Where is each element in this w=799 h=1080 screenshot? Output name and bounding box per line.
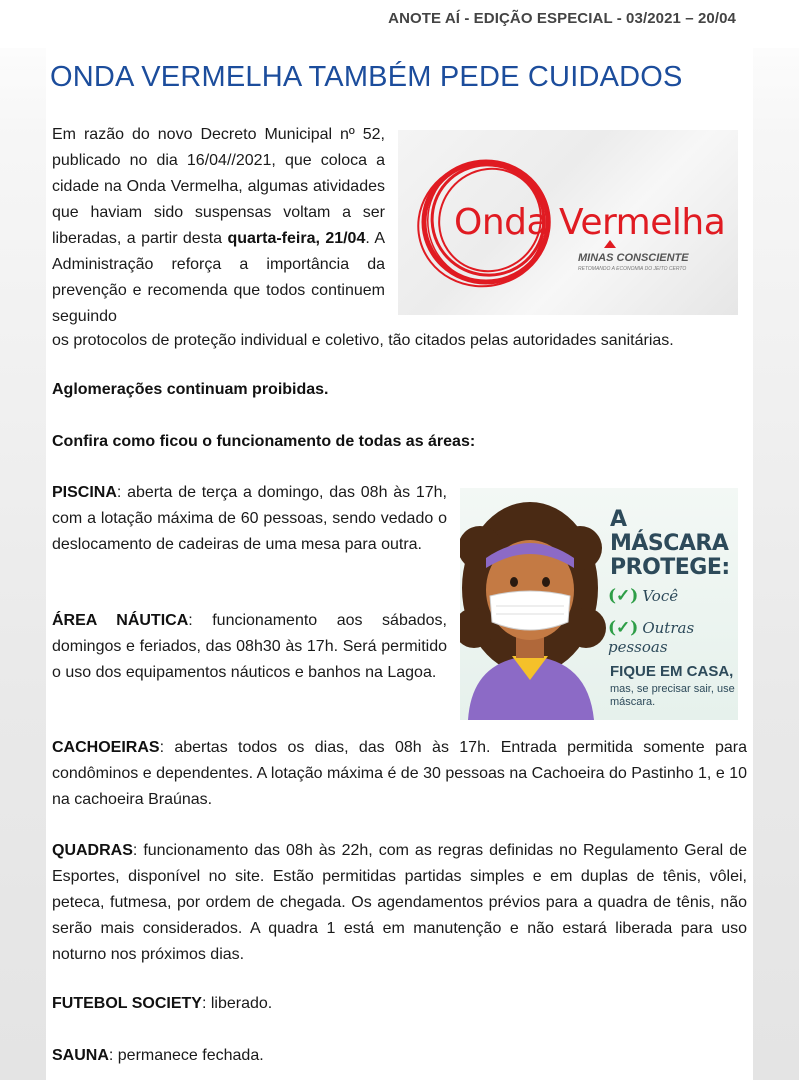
check-voce (608, 586, 678, 606)
area-text: : funcionamento aos sábados, domingos e feriados, das 08h30 às 17h. Será permitido o uso dos equipamentos náuticos e banhos na Lagoa. (52, 612, 447, 681)
page-title: ONDA VERMELHA TAMBÉM PEDE CUIDADOS (50, 61, 683, 93)
intro-paragraph-tail: os protocolos de proteção individual e coletivo, tão citados pelas autoridades sanitárias. (52, 332, 674, 349)
area-quadras (52, 838, 747, 968)
area-nautica (52, 608, 447, 686)
area-futebol-society (52, 991, 747, 1017)
check-voce-label: Você (642, 587, 679, 605)
intro-text-2: . A Administração reforça a importância da prevenção e recomenda que todos continuem seguindo (52, 230, 385, 325)
area-name: ÁREA NÁUTICA (52, 612, 189, 629)
onda-vermelha-wordmark: Onda Vermelha (454, 202, 726, 243)
area-piscina (52, 480, 447, 558)
header-bar (0, 0, 799, 48)
minas-consciente-logo: MINAS CONSCIENTE (578, 252, 689, 264)
check-icon: (✓) (608, 586, 639, 606)
fique-em-casa: FIQUE EM CASA, (610, 663, 734, 680)
area-name: PISCINA (52, 484, 117, 501)
intro-text-1: Em razão do novo Decreto Municipal nº 52, publicado no dia 16/04//2021, que coloca a cidade na Onda Vermelha, algumas atividades que haviam sido suspensas voltam a ser liberadas, a partir desta (52, 126, 385, 247)
check-icon: (✓) (608, 618, 639, 638)
area-text: : aberta de terça a domingo, das 08h às 17h, com a lotação máxima de 60 pessoas, sendo vedado o deslocamento de cadeiras de uma mesa para outra. (52, 484, 447, 553)
area-name: FUTEBOL SOCIETY (52, 995, 202, 1012)
area-name: CACHOEIRAS (52, 739, 160, 756)
area-text: : funcionamento das 08h às 22h, com as regras definidas no Regulamento Geral de Esportes, disponível no site. Estão permitidas partidas simples e em duplas de tênis, vôlei, peteca, futmesa, por ordem de chegada. Os agendamentos prévios para a quadra de tênis, não serão mais considerados. A quadra 1 está em manutenção e não estará liberada para uso noturno nos próximos dias. (52, 842, 747, 963)
intro-paragraph (52, 122, 385, 330)
notice-aglomeracoes: Aglomerações continuam proibidas. (52, 381, 329, 398)
mask-advice: mas, se precisar sair, use máscara. (610, 683, 735, 708)
mask-title: A MÁSCARA PROTEGE: (610, 507, 730, 580)
intro-date: quarta-feira, 21/04 (227, 230, 366, 247)
onda-vermelha-image (398, 130, 738, 315)
check-outras-label: Outras pessoas (608, 619, 695, 656)
area-text: : permanece fechada. (108, 1047, 264, 1064)
minas-consciente-tagline: RETOMANDO A ECONOMIA DO JEITO CERTO (578, 266, 687, 272)
area-name: QUADRAS (52, 842, 133, 859)
woman-with-mask-icon (460, 488, 610, 720)
edition-label: ANOTE AÍ - EDIÇÃO ESPECIAL - 03/2021 – 20/04 (388, 10, 736, 27)
area-sauna (52, 1043, 747, 1069)
area-name: SAUNA (52, 1047, 109, 1064)
mascara-protege-image (460, 488, 738, 720)
check-outras (608, 618, 738, 656)
area-text: : liberado. (201, 995, 273, 1012)
area-text: : abertas todos os dias, das 08h às 17h. Entrada permitida somente para condôminos e dependentes. A lotação máxima é de 30 pessoas na Cachoeira do Pastinho 1, e 10 na cachoeira Braúnas. (52, 739, 747, 808)
notice-confira: Confira como ficou o funcionamento de todas as áreas: (52, 433, 476, 450)
area-cachoeiras (52, 735, 747, 813)
